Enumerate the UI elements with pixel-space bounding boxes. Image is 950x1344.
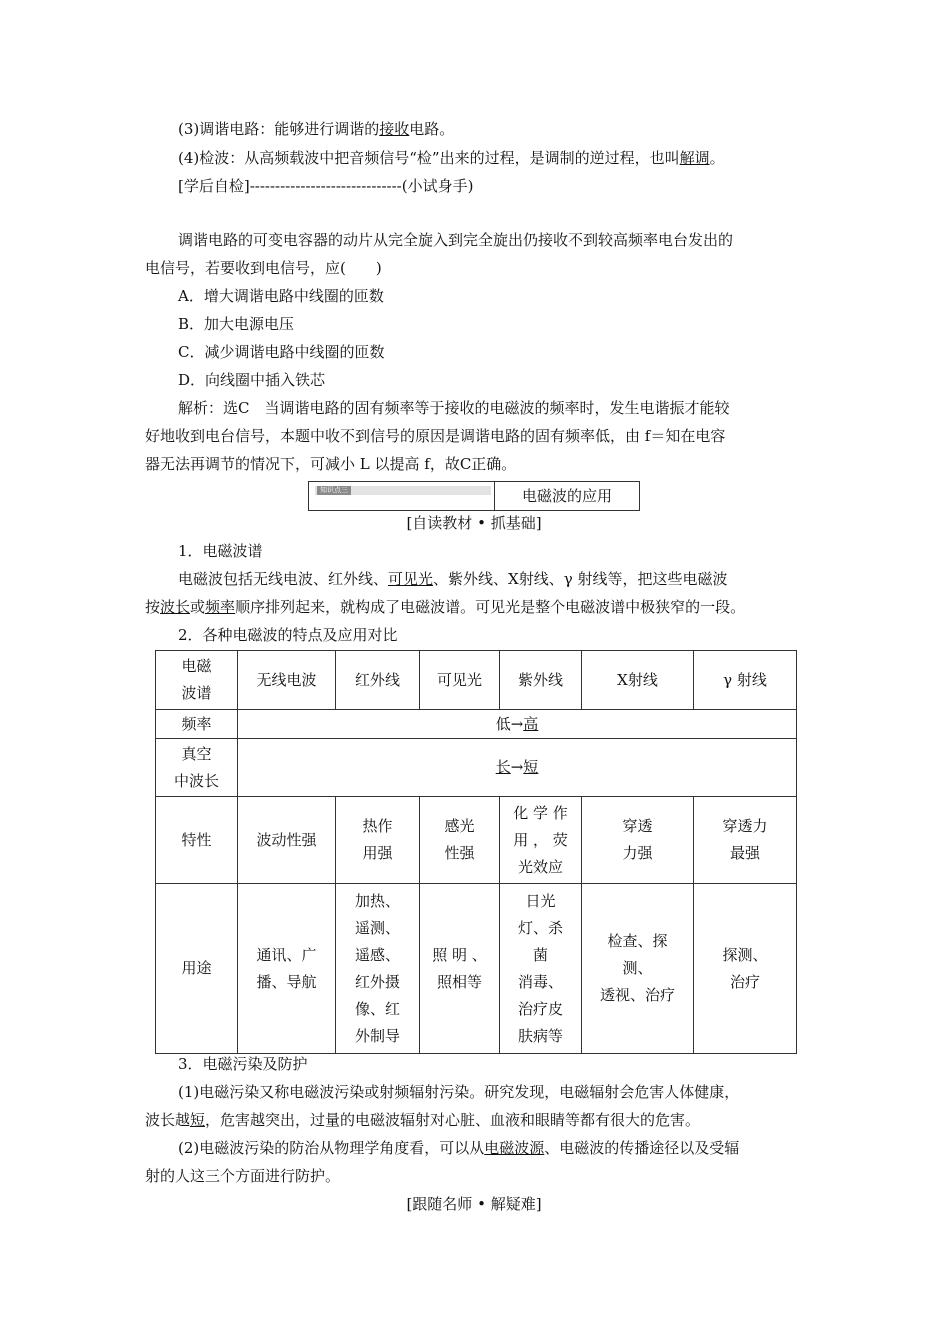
analysis-line1: 解析：选C 当调谐电路的固有频率等于接收的电磁波的频率时，发生电谐振才能较 — [178, 399, 730, 417]
table-row-uses — [156, 884, 797, 1054]
trait-infrared: 热作 用强 — [336, 797, 420, 884]
table-row-traits — [156, 797, 797, 884]
header-cell-radio: 无线电波 — [238, 651, 336, 710]
trait-xray: 穿透 力强 — [582, 797, 694, 884]
spectrum-heading: 1．电磁波谱 — [178, 542, 263, 560]
section-subtitle: [自读教材 • 抓基础] — [406, 514, 542, 532]
wavelength-label: 真空 中波长 — [156, 739, 238, 797]
header-cell-spectrum: 电磁 波谱 — [156, 651, 238, 710]
section-tag — [309, 482, 495, 510]
use-radio: 通讯、广 播、导航 — [238, 884, 336, 1054]
frequency-trend: 低→高 — [238, 710, 797, 739]
option-b: B．加大电源电压 — [178, 315, 295, 333]
wavelength-trend: 长→短 — [238, 739, 797, 797]
header-cell-infrared: 红外线 — [336, 651, 420, 710]
section-header-box — [308, 481, 640, 511]
question-text-line2: 电信号，若要收到电信号，应( ) — [145, 259, 382, 277]
use-visible: 照 明 、 照相等 — [420, 884, 500, 1054]
header-cell-xray: X射线 — [582, 651, 694, 710]
table-row-frequency — [156, 710, 797, 739]
analysis-line3: 器无法再调节的情况下，可减小 L 以提高 f，故C正确。 — [145, 455, 517, 473]
em-wave-comparison-table — [155, 650, 797, 1054]
option-c: C．减少调谐电路中线圈的匝数 — [178, 343, 385, 361]
section-tag-label: 知识点三 — [317, 486, 351, 495]
option-d: D．向线圈中插入铁芯 — [178, 371, 326, 389]
pollution-heading: 3．电磁污染及防护 — [178, 1055, 308, 1073]
question-text-line1: 调谐电路的可变电容器的动片从完全旋入到完全旋出仍接收不到较高频率电台发出的 — [178, 231, 734, 249]
trait-ultraviolet: 化 学 作 用 ， 荧 光效应 — [500, 797, 582, 884]
self-check-label: [学后自检]------------------------------(小试身手) — [178, 177, 474, 195]
header-cell-ultraviolet: 紫外线 — [500, 651, 582, 710]
section-title: 电磁波的应用 — [521, 487, 612, 505]
footer-subtitle: [跟随名师 • 解疑难] — [406, 1195, 542, 1213]
header-cell-visible: 可见光 — [420, 651, 500, 710]
use-infrared: 加热、 遥测、 遥感、 红外摄 像、红 外制导 — [336, 884, 420, 1054]
use-xray: 检查、探 测、 透视、治疗 — [582, 884, 694, 1054]
table-header-row — [156, 651, 797, 710]
table-row-wavelength — [156, 739, 797, 797]
trait-radio: 波动性强 — [238, 797, 336, 884]
frequency-label: 频率 — [156, 710, 238, 739]
spectrum-paragraph-line1: 电磁波包括无线电波、红外线、可见光、紫外线、X射线、γ 射线等，把这些电磁波 — [178, 570, 728, 588]
pollution-p1-line2: 波长越短，危害越突出，过量的电磁波辐射对心脏、血液和眼睛等都有很大的危害。 — [145, 1111, 701, 1129]
uses-label: 用途 — [156, 884, 238, 1054]
use-ultraviolet: 日光 灯、杀 菌 消毒、 治疗皮 肤病等 — [500, 884, 582, 1054]
pollution-p2-line2: 射的人这三个方面进行防护。 — [145, 1167, 341, 1185]
intro-line-tuning-circuit: (3)调谐电路：能够进行调谐的接收电路。 — [178, 120, 455, 138]
spectrum-paragraph-line2: 按波长或频率顺序排列起来，就构成了电磁波谱。可见光是整个电磁波谱中极狭窄的一段。 — [145, 598, 746, 616]
table-heading: 2．各种电磁波的特点及应用对比 — [178, 626, 398, 644]
use-gamma: 探测、 治疗 — [694, 884, 797, 1054]
pollution-p1-line1: (1)电磁污染又称电磁波污染或射频辐射污染。研究发现，电磁辐射会危害人体健康， — [178, 1083, 740, 1101]
trait-visible: 感光 性强 — [420, 797, 500, 884]
analysis-line2: 好地收到电台信号，本题中收不到信号的原因是调谐电路的固有频率低，由 f＝知在电容 — [145, 427, 726, 445]
trait-gamma: 穿透力 最强 — [694, 797, 797, 884]
header-cell-gamma: γ 射线 — [694, 651, 797, 710]
traits-label: 特性 — [156, 797, 238, 884]
intro-line-detection: (4)检波：从高频载波中把音频信号“检”出来的过程，是调制的逆过程，也叫解调。 — [178, 149, 725, 167]
option-a: A．增大调谐电路中线圈的匝数 — [178, 287, 384, 305]
pollution-p2-line1: (2)电磁波污染的防治从物理学角度看，可以从电磁波源、电磁波的传播途径以及受辐 — [178, 1139, 740, 1157]
